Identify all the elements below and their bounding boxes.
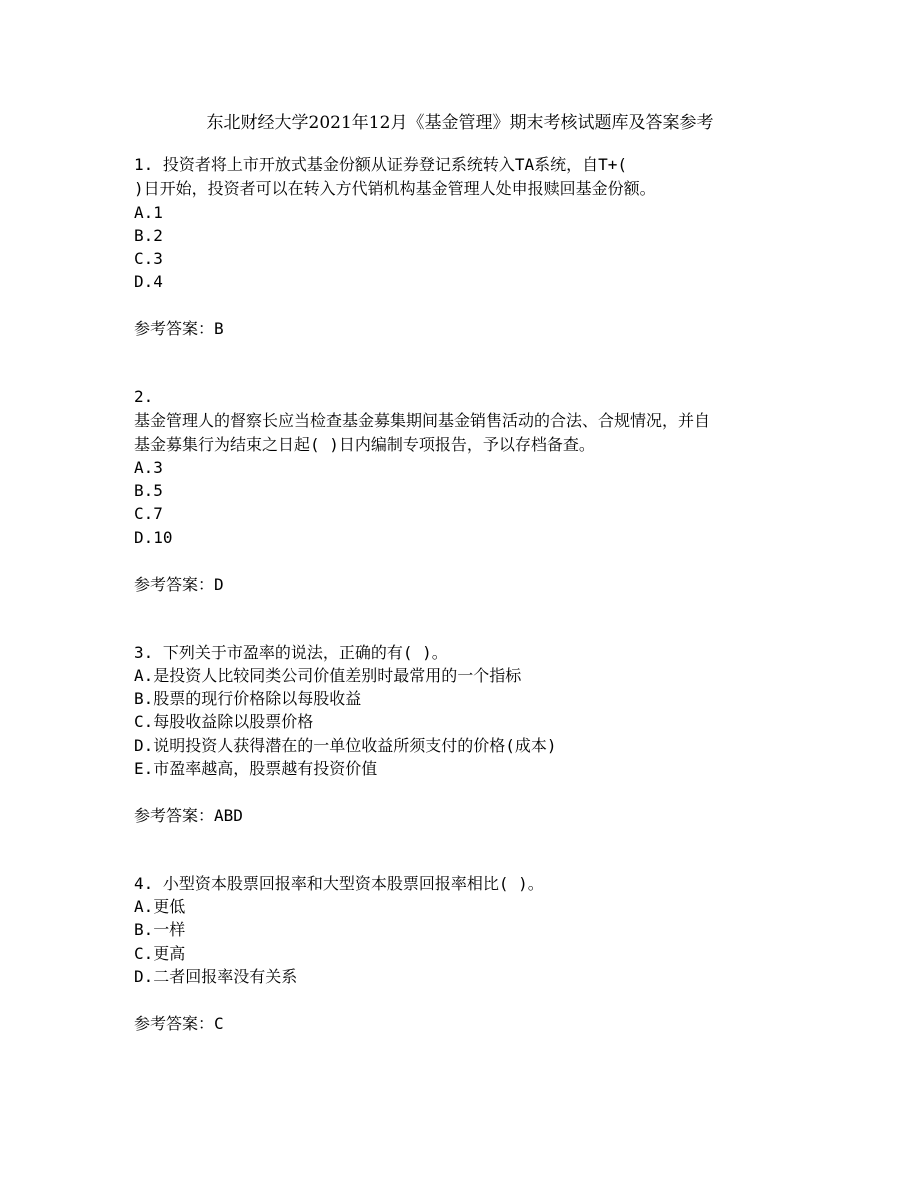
question-2-option-c: C.7 <box>134 504 163 523</box>
question-2-number: 2. <box>134 387 154 406</box>
question-3-text: 3. 下列关于市盈率的说法，正确的有( )。 <box>134 643 448 662</box>
question-2-answer: 参考答案：D <box>134 575 224 594</box>
question-3-option-e: E.市盈率越高，股票越有投资价值 <box>134 759 378 778</box>
question-2-text-line-2: 基金募集行为结束之日起( )日内编制专项报告，予以存档备查。 <box>134 435 595 454</box>
question-2-option-d: D.10 <box>134 528 173 547</box>
question-1-text-line-1: 1. 投资者将上市开放式基金份额从证券登记系统转入TA系统，自T+( <box>134 155 628 174</box>
document-title: 东北财经大学2021年12月《基金管理》期末考核试题库及答案参考 <box>206 113 714 133</box>
question-2-option-b: B.5 <box>134 481 163 500</box>
question-4-answer: 参考答案：C <box>134 1014 224 1033</box>
question-2-text-line-1: 基金管理人的督察长应当检查基金募集期间基金销售活动的合法、合规情况，并自 <box>134 411 711 430</box>
question-3-option-d: D.说明投资人获得潜在的一单位收益所须支付的价格(成本) <box>134 736 557 755</box>
question-1-option-d: D.4 <box>134 272 163 291</box>
question-1-option-a: A.1 <box>134 203 163 222</box>
question-3-answer: 参考答案：ABD <box>134 806 243 825</box>
question-1-option-c: C.3 <box>134 249 163 268</box>
question-4-option-a: A.更低 <box>134 897 186 916</box>
question-1-option-b: B.2 <box>134 226 163 245</box>
question-3-option-a: A.是投资人比较同类公司价值差别时最常用的一个指标 <box>134 666 522 685</box>
question-1-answer: 参考答案：B <box>134 319 224 338</box>
question-4-text: 4. 小型资本股票回报率和大型资本股票回报率相比( )。 <box>134 874 544 893</box>
question-3-option-b: B.股票的现行价格除以每股收益 <box>134 689 362 708</box>
question-4-option-c: C.更高 <box>134 944 186 963</box>
question-2-option-a: A.3 <box>134 458 163 477</box>
question-3-option-c: C.每股收益除以股票价格 <box>134 712 314 731</box>
question-4-option-b: B.一样 <box>134 920 186 939</box>
question-1-text-line-2: )日开始，投资者可以在转入方代销机构基金管理人处申报赎回基金份额。 <box>134 179 656 198</box>
question-4-option-d: D.二者回报率没有关系 <box>134 967 298 986</box>
